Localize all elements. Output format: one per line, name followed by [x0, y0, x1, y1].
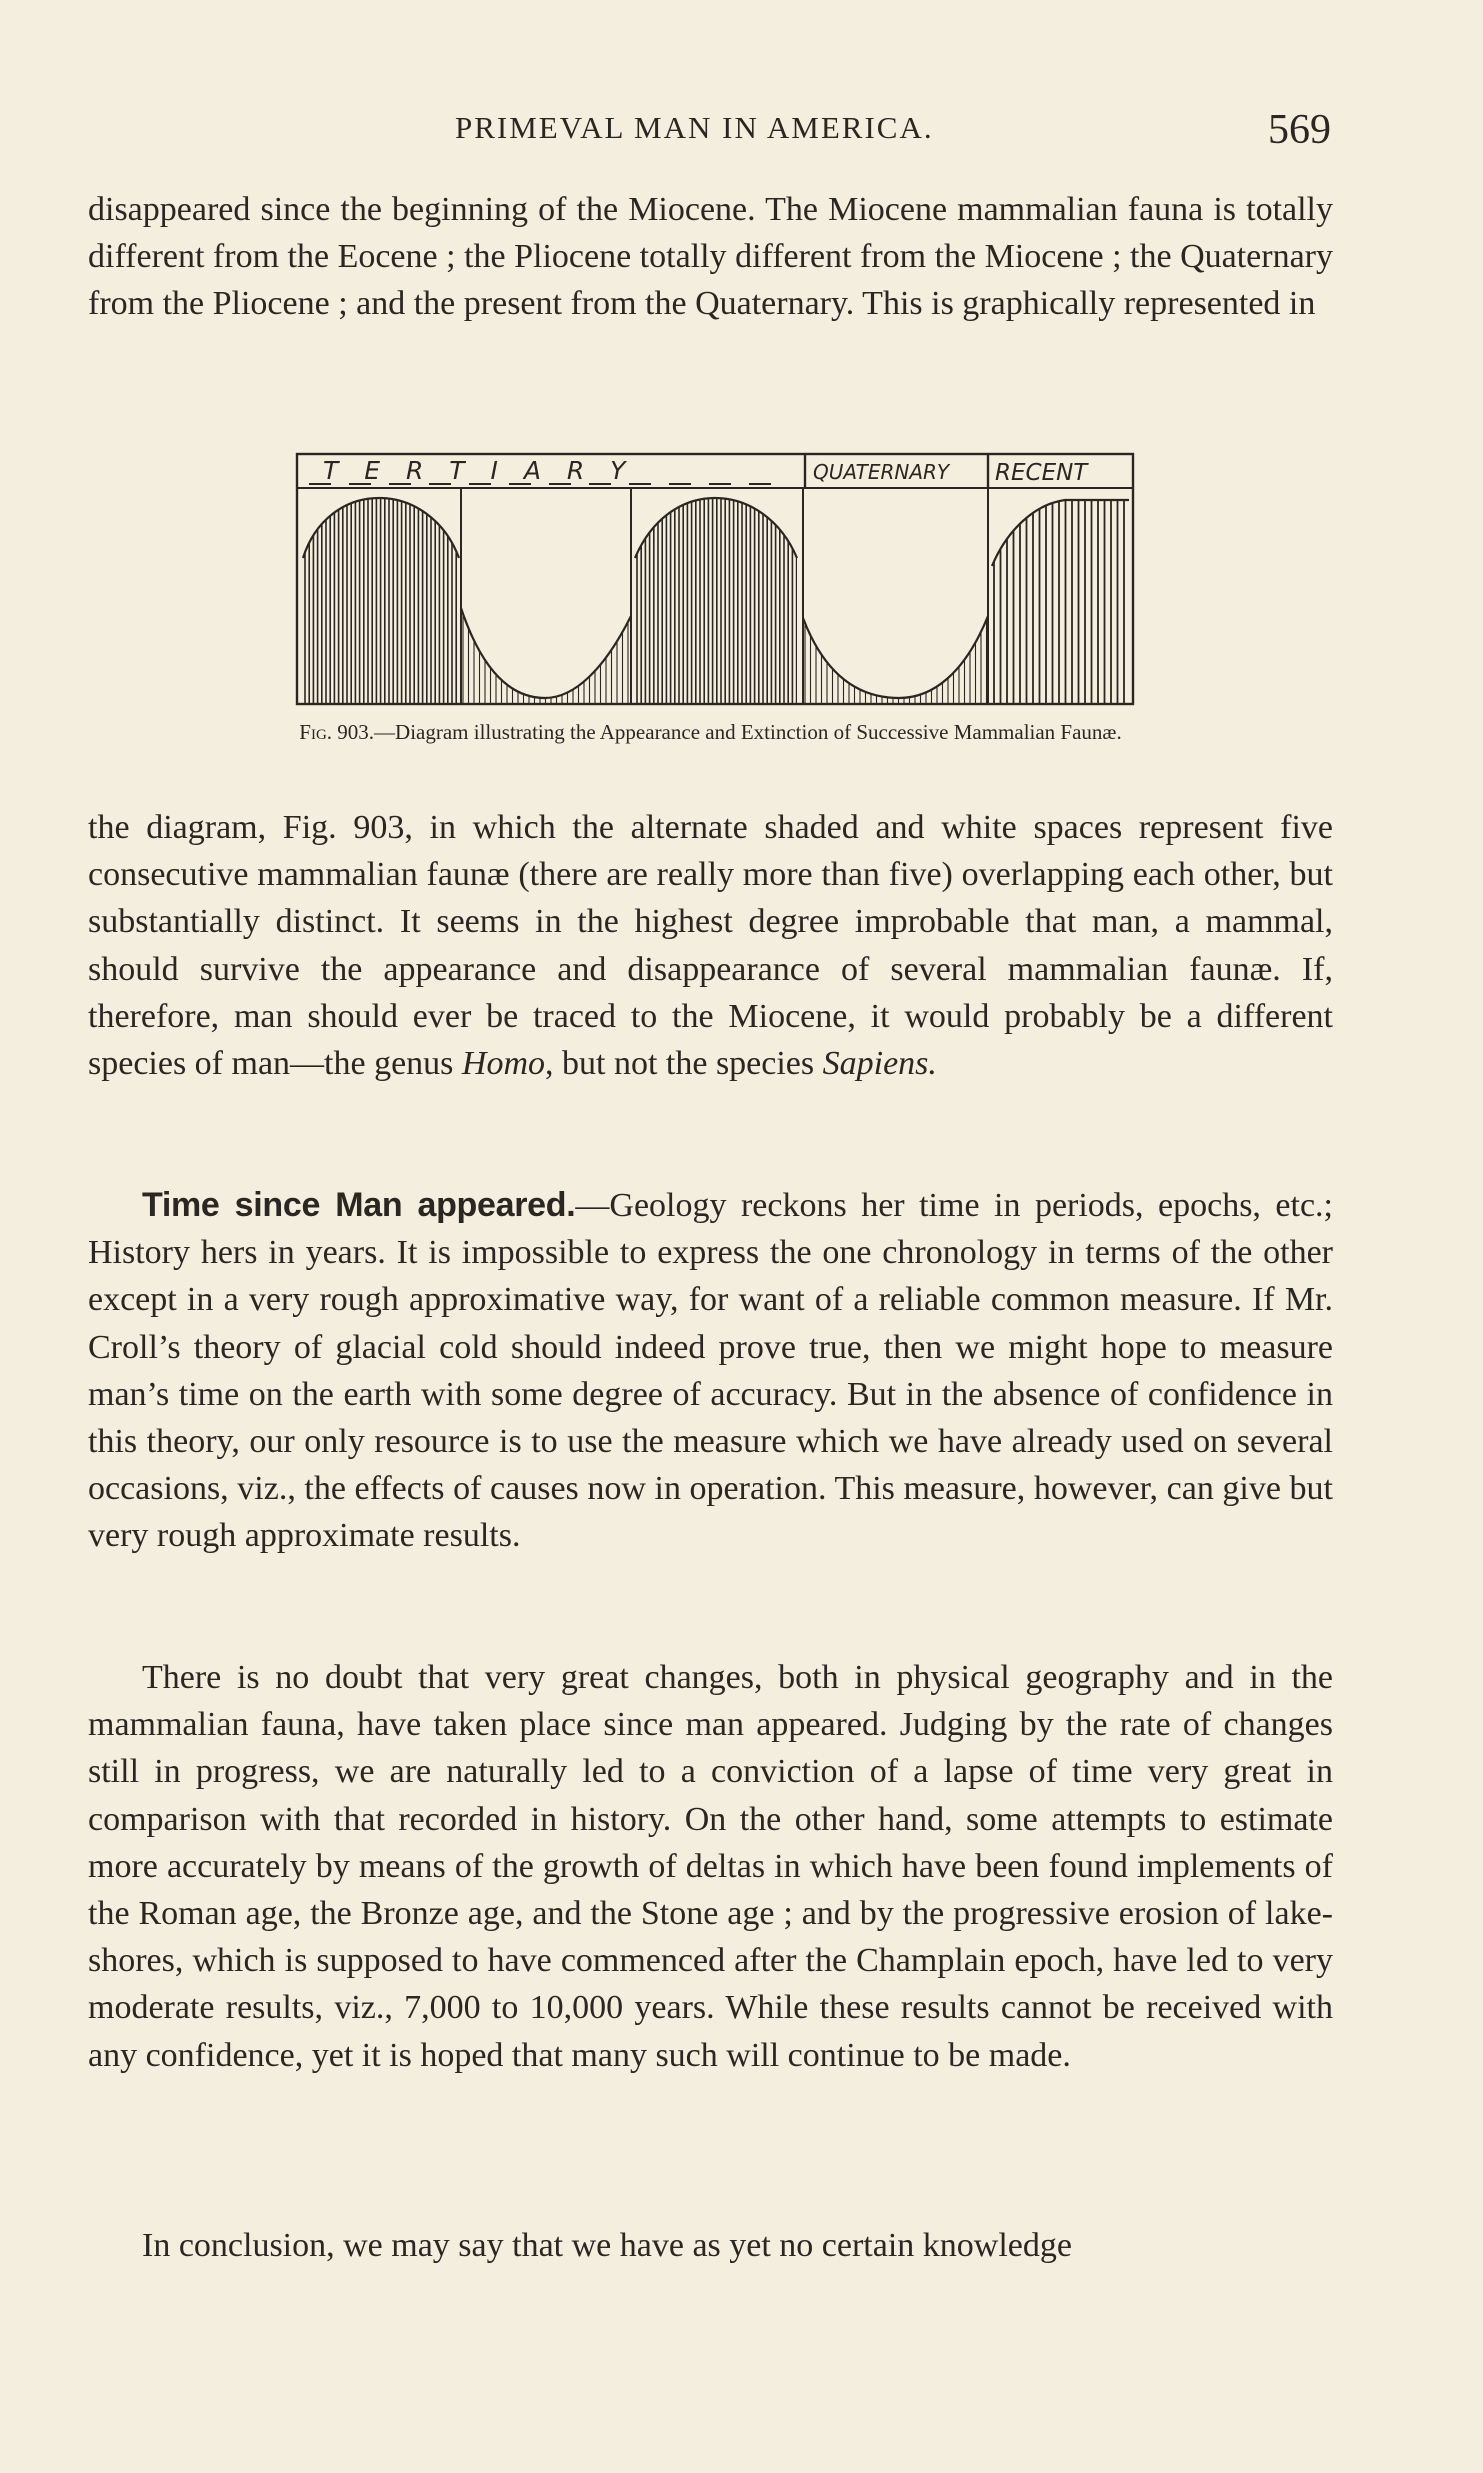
paragraph-2-text: the diagram, Fig. 903, in which the alternate shaded and white spaces represent five consecutive mammalian faunæ (there are really more than five) overlapping each other, but substantially distinct. It seems in the highest degree improbable that man, a mammal, should survive the appearance and disappearance of several mammalian faunæ. If, therefore, man should ever be traced to the Miocene, it would probably be a different species of man—the genus [88, 809, 1333, 1083]
running-title: PRIMEVAL MAN IN AMERICA. [455, 110, 934, 145]
recent-label: RECENT [995, 460, 1088, 486]
fauna-diagram-svg [295, 448, 1137, 708]
species-sapiens: Sapiens. [822, 1045, 937, 1083]
paragraph-1: disappeared since the beginning of the Miocene. The Miocene mammalian fauna is totally different from the Eocene ; the Pliocene totally different from the Miocene ; the Quaternary from the Pliocene ; and the present from the Quaternary. This is graphically represented in [88, 191, 1333, 323]
page-number: 569 [1268, 107, 1331, 153]
figure-caption [88, 720, 1333, 745]
genus-homo: Homo [461, 1045, 546, 1083]
paragraph-3 [88, 1182, 1333, 1560]
paragraph-3-text: —Geology reckons her time in periods, epochs, etc.; History hers in years. It is impossible to express the one chronology in terms of the other except in a very rough approximative way, for want of a reliable common measure. If Mr. Croll’s theory of glacial cold should indeed prove true, then we might hope to measure man’s time on the earth with some degree of accuracy. But in the absence of confidence in this theory, our only resource is to use the measure which we have already used on several occasions, viz., the effects of causes now in operation. This measure, however, can give but very rough approximate results. [88, 1187, 1333, 1555]
fauna-fade-1 [463, 488, 628, 704]
paragraph-2 [88, 804, 1333, 1087]
paragraph-2-text-cont: , but not the species [545, 1045, 815, 1083]
figure-caption-text: —Diagram illustrating the Appearance and Extinction of Successive Mammalian Faunæ. [374, 720, 1122, 744]
fauna-curve-3 [992, 500, 1129, 566]
fauna-trough-2 [803, 616, 988, 698]
fauna-shading-3 [994, 488, 1124, 704]
paragraph-4: There is no doubt that very great changes, both in physical geography and in the mammalian fauna, have taken place since man appeared. Judging by the rate of changes still in progress, we are naturally led to a conviction of a lapse of time very great in comparison with that recorded in history. On the other hand, some attempts to estimate more accurately by means of the growth of deltas in which have been found implements of the Roman age, the Bronze age, and the Stone age ; and by the progressive erosion of lake-shores, which is supposed to have commenced after the Champlain epoch, have led to very moderate results, viz., 7,000 to 10,000 years. While these results cannot be received with any confidence, yet it is hoped that many such will continue to be made. [88, 1659, 1333, 2074]
running-head [0, 100, 1483, 160]
quaternary-label: QUATERNARY [813, 460, 950, 484]
tertiary-label: T E R T I A R Y [323, 456, 635, 485]
fauna-fade-2 [805, 488, 987, 704]
figure-caption-label: Fig. 903. [299, 720, 375, 744]
section-heading: Time since Man appeared. [142, 1186, 576, 1224]
paragraph-5: In conclusion, we may say that we have as yet no certain knowledge [142, 2227, 1072, 2264]
fauna-diagram [295, 448, 1137, 708]
